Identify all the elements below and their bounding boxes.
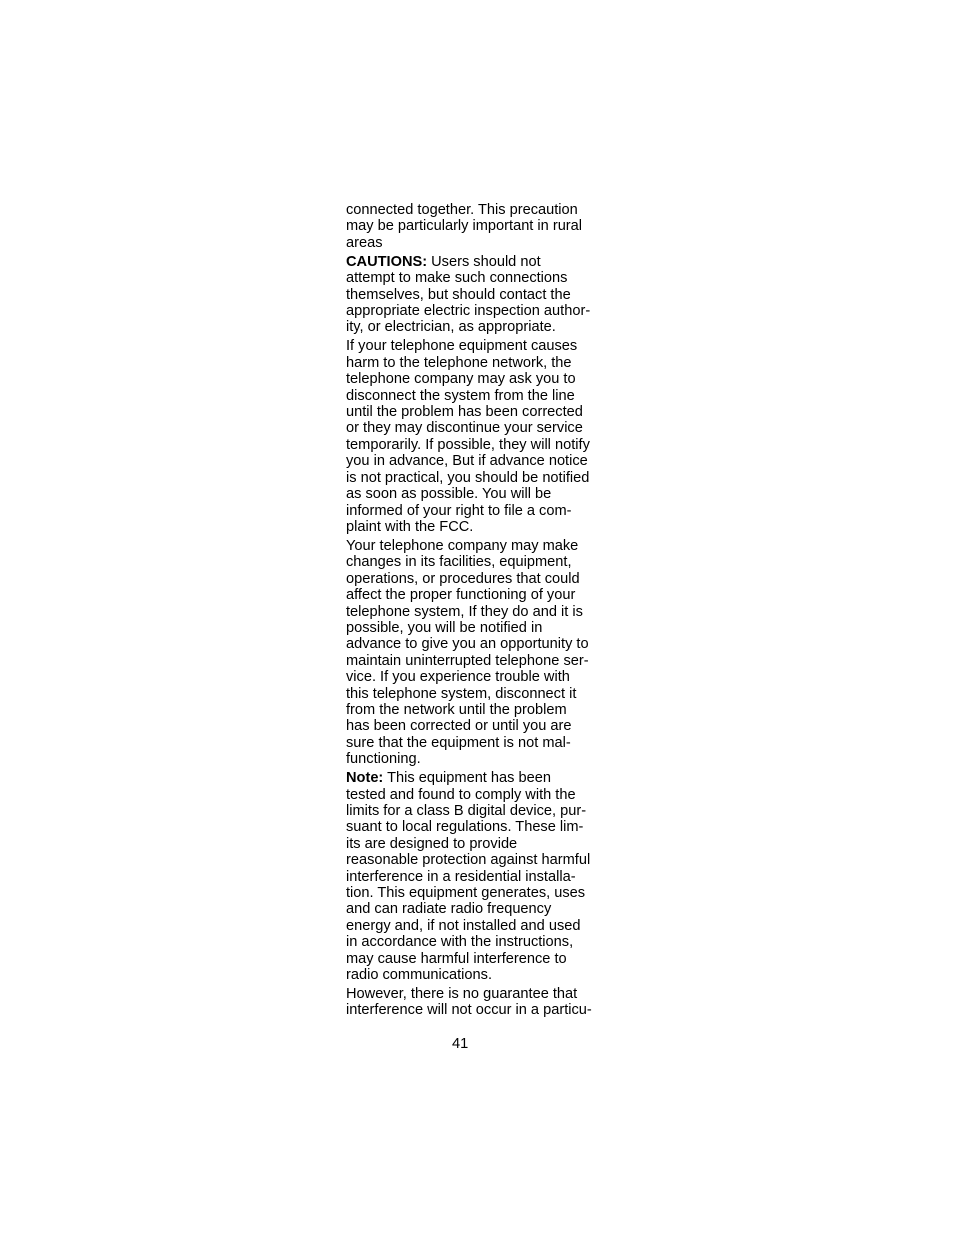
text-line [346,934,616,950]
line-text: you in advance, But if advance notice [346,453,588,470]
text-line [346,836,616,852]
text-line [346,371,616,387]
line-text: Your telephone company may make [346,537,579,554]
line-text: tion. This equipment generates, uses [346,885,586,902]
text-line [346,885,616,901]
text-line [346,554,616,570]
line-text: and can radiate radio frequency [346,901,552,918]
text-line [346,986,616,1002]
line-text: informed of your right to file a com- [346,502,572,519]
line-text: from the network until the problem [346,701,567,718]
text-line [346,218,616,234]
line-text: this telephone system, disconnect it [346,685,577,702]
paragraph [346,770,616,983]
text-line [346,901,616,917]
text-line [346,653,616,669]
line-text: radio communications. [346,967,493,984]
line-text: tested and found to comply with the [346,786,576,803]
line-text: plaint with the FCC. [346,518,474,535]
text-line [346,388,616,404]
text-line [346,437,616,453]
paragraph [346,202,616,251]
text-line [346,686,616,702]
text-line [346,202,616,218]
text-line [346,604,616,620]
text-line [346,869,616,885]
line-text: has been corrected or until you are [346,718,572,735]
text-line [346,918,616,934]
text-line [346,420,616,436]
line-text: appropriate electric inspection author- [346,303,591,320]
text-line [346,538,616,554]
bold-label: CAUTIONS: [346,253,428,270]
text-line [346,453,616,469]
text-line [346,519,616,535]
paragraph [346,338,616,535]
line-text: operations, or procedures that could [346,570,580,587]
line-text: possible, you will be notified in [346,619,543,636]
line-text: or they may discontinue your service [346,420,583,437]
line-text: temporarily. If possible, they will notify [346,436,590,453]
line-text: ity, or electrician, as appropriate. [346,319,556,336]
text-line [346,270,616,286]
text-line [346,470,616,486]
text-line [346,819,616,835]
line-text: until the problem has been corrected [346,404,583,421]
text-line [346,751,616,767]
line-text: changes in its facilities, equipment, [346,554,572,571]
line-text: advance to give you an opportunity to [346,636,589,653]
text-line [346,620,616,636]
line-text: functioning. [346,751,421,768]
text-line [346,735,616,751]
line-text: as soon as possible. You will be [346,486,552,503]
line-text: interference in a residential installa- [346,868,576,885]
paragraph [346,254,616,336]
line-text: harm to the telephone network, the [346,354,572,371]
bold-label: Note: [346,770,384,787]
text-line [346,355,616,371]
text-line [346,1002,616,1018]
paragraph [346,538,616,768]
line-text: in accordance with the instructions, [346,934,574,951]
text-line [346,486,616,502]
text-line [346,787,616,803]
text-line [346,636,616,652]
line-text: affect the proper functioning of your [346,587,576,604]
text-line [346,718,616,734]
text-line [346,669,616,685]
text-line [346,803,616,819]
line-text: telephone company may ask you to [346,371,576,388]
text-line [346,702,616,718]
line-text: This equipment has been [383,770,551,787]
line-text: may cause harmful interference to [346,950,567,967]
text-line [346,287,616,303]
line-text: attempt to make such connections [346,270,568,287]
page-number: 41 [452,1036,469,1052]
line-text: interference will not occur in a particu- [346,1002,592,1019]
paragraph [346,986,616,1019]
text-line [346,303,616,319]
line-text: telephone system, If they do and it is [346,603,583,620]
text-line [346,951,616,967]
line-text: its are designed to provide [346,835,518,852]
text-line [346,852,616,868]
text-line [346,967,616,983]
line-text: is not practical, you should be notified [346,469,590,486]
line-text: suant to local regulations. These lim- [346,819,584,836]
line-text: reasonable protection against harmful [346,852,591,869]
body-text-column [346,202,616,1021]
line-text: themselves, but should contact the [346,286,571,303]
line-text: disconnect the system from the line [346,387,575,404]
line-text: maintain uninterrupted telephone ser- [346,652,589,669]
line-text: vice. If you experience trouble with [346,669,570,686]
line-text: sure that the equipment is not mal- [346,734,571,751]
text-line [346,338,616,354]
line-text: limits for a class B digital device, pur- [346,803,587,819]
text-line [346,319,616,335]
text-line [346,235,616,251]
line-text: areas [346,234,383,251]
line-text: If your telephone equipment causes [346,338,578,355]
line-text: may be particularly important in rural [346,218,583,235]
line-text: However, there is no guarantee that [346,986,578,1003]
text-line [346,571,616,587]
text-line [346,254,616,270]
line-text: energy and, if not installed and used [346,917,581,934]
text-line [346,770,616,786]
line-text: Users should not [427,253,541,270]
text-line [346,587,616,603]
line-text: connected together. This precaution [346,202,578,218]
text-line [346,404,616,420]
text-line [346,503,616,519]
